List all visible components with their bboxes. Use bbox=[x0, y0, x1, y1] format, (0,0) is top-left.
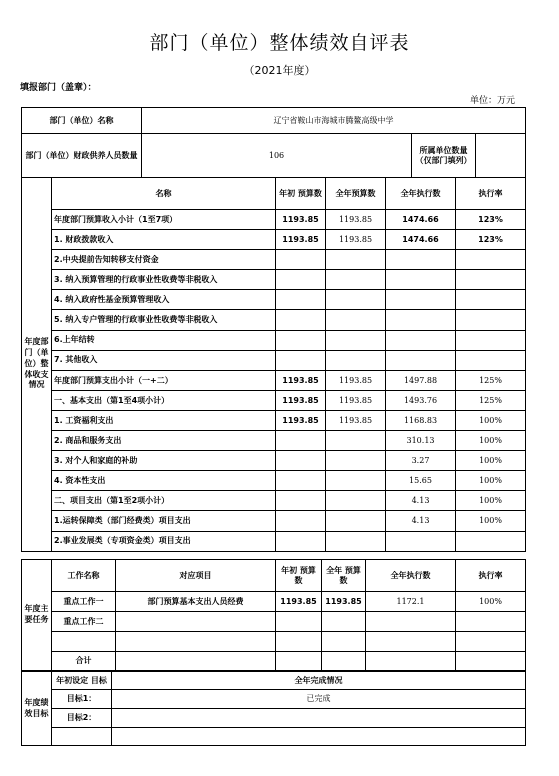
budget-row bbox=[22, 250, 526, 270]
budget-exec bbox=[386, 290, 456, 310]
goal-label bbox=[52, 728, 112, 746]
budget-annual: 1193.85 bbox=[326, 410, 386, 430]
goals-section-label: 年度绩效目标 bbox=[22, 672, 52, 746]
task-initial: 1193.85 bbox=[276, 592, 322, 612]
goal-label: 目标2： bbox=[52, 709, 112, 728]
budget-exec: 310.13 bbox=[386, 431, 456, 451]
task-name: 重点工作一 bbox=[52, 592, 116, 612]
budget-table bbox=[21, 177, 526, 552]
budget-initial bbox=[276, 491, 326, 511]
budget-initial: 1193.85 bbox=[276, 410, 326, 430]
budget-initial bbox=[276, 531, 326, 551]
budget-annual: 1193.85 bbox=[326, 370, 386, 390]
budget-annual bbox=[326, 431, 386, 451]
task-header-initial: 年初 预算数 bbox=[276, 560, 322, 592]
budget-rate: 125% bbox=[456, 390, 526, 410]
task-initial bbox=[276, 632, 322, 652]
budget-row bbox=[22, 511, 526, 531]
goal-done bbox=[112, 709, 526, 728]
budget-exec: 1474.66 bbox=[386, 230, 456, 250]
budget-rate: 123% bbox=[456, 230, 526, 250]
budget-item-name: 7. 其他收入 bbox=[52, 350, 276, 370]
budget-initial: 1193.85 bbox=[276, 210, 326, 230]
budget-initial bbox=[276, 511, 326, 531]
task-rate bbox=[456, 652, 526, 671]
col-header-rate: 执行率 bbox=[456, 178, 526, 210]
task-rate bbox=[456, 632, 526, 652]
budget-exec bbox=[386, 270, 456, 290]
budget-item-name: 2.事业发展类（专项资金类）项目支出 bbox=[52, 531, 276, 551]
unit-name-label: 部门（单位）名称 bbox=[22, 108, 142, 134]
sub-units-label: 所属单位数量（仅部门填列） bbox=[412, 134, 476, 178]
goal-row bbox=[22, 728, 526, 746]
info-table bbox=[21, 107, 526, 178]
budget-exec: 4.13 bbox=[386, 511, 456, 531]
task-project bbox=[116, 612, 276, 632]
budget-rate: 100% bbox=[456, 491, 526, 511]
task-project bbox=[116, 652, 276, 671]
budget-item-name: 一、基本支出（第1至4项小计） bbox=[52, 390, 276, 410]
goal-done bbox=[112, 728, 526, 746]
budget-item-name: 3. 对个人和家庭的补助 bbox=[52, 451, 276, 471]
budget-annual bbox=[326, 531, 386, 551]
task-project bbox=[116, 632, 276, 652]
task-header-name: 工作名称 bbox=[52, 560, 116, 592]
task-exec bbox=[366, 632, 456, 652]
task-project: 部门预算基本支出人员经费 bbox=[116, 592, 276, 612]
budget-initial: 1193.85 bbox=[276, 370, 326, 390]
budget-row bbox=[22, 310, 526, 330]
task-rate bbox=[456, 612, 526, 632]
budget-exec: 1474.66 bbox=[386, 210, 456, 230]
goal-header-target: 年初设定 目标 bbox=[52, 672, 112, 690]
goal-row bbox=[22, 690, 526, 709]
task-header-rate: 执行率 bbox=[456, 560, 526, 592]
budget-rate: 100% bbox=[456, 410, 526, 430]
goal-label: 目标1： bbox=[52, 690, 112, 709]
budget-rate bbox=[456, 330, 526, 350]
budget-initial bbox=[276, 250, 326, 270]
budget-item-name: 3. 纳入预算管理的行政事业性收费等非税收入 bbox=[52, 270, 276, 290]
budget-row bbox=[22, 210, 526, 230]
budget-exec bbox=[386, 330, 456, 350]
goal-done: 已完成 bbox=[112, 690, 526, 709]
budget-item-name: 4. 纳入政府性基金预算管理收入 bbox=[52, 290, 276, 310]
page-title: 部门（单位）整体绩效自评表 bbox=[149, 32, 410, 54]
staff-value: 106 bbox=[142, 134, 412, 178]
budget-item-name: 1. 财政拨款收入 bbox=[52, 230, 276, 250]
budget-annual bbox=[326, 310, 386, 330]
goal-header-done: 全年完成情况 bbox=[112, 672, 526, 690]
budget-rate: 100% bbox=[456, 471, 526, 491]
budget-row bbox=[22, 330, 526, 350]
budget-section-label: 年度部门（单位）整体收支情况 bbox=[22, 178, 52, 552]
budget-row bbox=[22, 290, 526, 310]
budget-exec bbox=[386, 531, 456, 551]
budget-rate bbox=[456, 310, 526, 330]
budget-annual bbox=[326, 491, 386, 511]
budget-row bbox=[22, 370, 526, 390]
budget-annual bbox=[326, 330, 386, 350]
task-name bbox=[52, 632, 116, 652]
tasks-section-label: 年度主要任务 bbox=[22, 560, 52, 671]
budget-row bbox=[22, 431, 526, 451]
budget-initial bbox=[276, 471, 326, 491]
budget-item-name: 年度部门预算支出小计（一+二） bbox=[52, 370, 276, 390]
budget-item-name: 年度部门预算收入小计（1至7项） bbox=[52, 210, 276, 230]
task-exec: 1172.1 bbox=[366, 592, 456, 612]
goal-row bbox=[22, 709, 526, 728]
sub-units-value bbox=[476, 134, 526, 178]
budget-initial bbox=[276, 451, 326, 471]
budget-item-name: 6.上年结转 bbox=[52, 330, 276, 350]
budget-exec: 4.13 bbox=[386, 491, 456, 511]
goals-table bbox=[21, 671, 526, 746]
filler-label: 填报部门（盖章）： bbox=[20, 83, 97, 93]
budget-item-name: 2. 商品和服务支出 bbox=[52, 431, 276, 451]
budget-exec bbox=[386, 350, 456, 370]
budget-item-name: 1. 工资福利支出 bbox=[52, 410, 276, 430]
tasks-table bbox=[21, 559, 526, 671]
budget-initial bbox=[276, 270, 326, 290]
budget-item-name: 2.中央提前告知转移支付资金 bbox=[52, 250, 276, 270]
budget-annual bbox=[326, 270, 386, 290]
budget-exec: 15.65 bbox=[386, 471, 456, 491]
budget-row bbox=[22, 230, 526, 250]
col-header-annual: 全年预算数 bbox=[326, 178, 386, 210]
budget-rate: 100% bbox=[456, 511, 526, 531]
budget-rate bbox=[456, 350, 526, 370]
task-annual: 1193.85 bbox=[322, 592, 366, 612]
budget-initial bbox=[276, 290, 326, 310]
budget-annual bbox=[326, 511, 386, 531]
staff-label: 部门（单位）财政供养人员数量 bbox=[22, 134, 142, 178]
budget-rate: 125% bbox=[456, 370, 526, 390]
budget-initial bbox=[276, 310, 326, 330]
task-row bbox=[22, 652, 526, 671]
budget-exec: 1497.88 bbox=[386, 370, 456, 390]
task-row bbox=[22, 592, 526, 612]
budget-initial bbox=[276, 431, 326, 451]
task-annual bbox=[322, 632, 366, 652]
budget-initial bbox=[276, 330, 326, 350]
budget-annual: 1193.85 bbox=[326, 390, 386, 410]
budget-row bbox=[22, 410, 526, 430]
budget-initial: 1193.85 bbox=[276, 390, 326, 410]
budget-row bbox=[22, 531, 526, 551]
task-header-exec: 全年执行数 bbox=[366, 560, 456, 592]
budget-rate bbox=[456, 250, 526, 270]
budget-exec: 1168.83 bbox=[386, 410, 456, 430]
budget-exec bbox=[386, 310, 456, 330]
budget-rate bbox=[456, 531, 526, 551]
task-header-annual: 全年 预算数 bbox=[322, 560, 366, 592]
unit-label: 单位：万元 bbox=[470, 96, 516, 106]
budget-rate: 100% bbox=[456, 431, 526, 451]
budget-initial: 1193.85 bbox=[276, 230, 326, 250]
col-header-initial: 年初 预算数 bbox=[276, 178, 326, 210]
budget-annual bbox=[326, 471, 386, 491]
budget-item-name: 4. 资本性支出 bbox=[52, 471, 276, 491]
budget-rate: 100% bbox=[456, 451, 526, 471]
task-row bbox=[22, 612, 526, 632]
budget-row bbox=[22, 471, 526, 491]
budget-exec bbox=[386, 250, 456, 270]
task-header-project: 对应项目 bbox=[116, 560, 276, 592]
task-rate: 100% bbox=[456, 592, 526, 612]
budget-annual: 1193.85 bbox=[326, 230, 386, 250]
task-annual bbox=[322, 652, 366, 671]
task-exec bbox=[366, 612, 456, 632]
budget-item-name: 二、项目支出（第1至2项小计） bbox=[52, 491, 276, 511]
budget-annual bbox=[326, 350, 386, 370]
budget-item-name: 1.运转保障类（部门经费类）项目支出 bbox=[52, 511, 276, 531]
task-annual bbox=[322, 612, 366, 632]
task-name: 合计 bbox=[52, 652, 116, 671]
budget-annual bbox=[326, 451, 386, 471]
budget-item-name: 5. 纳入专户管理的行政事业性收费等非税收入 bbox=[52, 310, 276, 330]
budget-annual bbox=[326, 290, 386, 310]
budget-exec: 1493.76 bbox=[386, 390, 456, 410]
col-header-exec: 全年执行数 bbox=[386, 178, 456, 210]
budget-rate: 123% bbox=[456, 210, 526, 230]
budget-row bbox=[22, 350, 526, 370]
budget-annual: 1193.85 bbox=[326, 210, 386, 230]
budget-row bbox=[22, 491, 526, 511]
budget-row bbox=[22, 451, 526, 471]
col-header-name: 名称 bbox=[52, 178, 276, 210]
budget-annual bbox=[326, 250, 386, 270]
budget-initial bbox=[276, 350, 326, 370]
budget-rate bbox=[456, 290, 526, 310]
task-exec bbox=[366, 652, 456, 671]
budget-row bbox=[22, 270, 526, 290]
budget-row bbox=[22, 390, 526, 410]
budget-exec: 3.27 bbox=[386, 451, 456, 471]
task-initial bbox=[276, 612, 322, 632]
task-initial bbox=[276, 652, 322, 671]
task-row bbox=[22, 632, 526, 652]
unit-name-value: 辽宁省鞍山市海城市腾鳌高级中学 bbox=[142, 108, 526, 134]
task-name: 重点工作二 bbox=[52, 612, 116, 632]
report-year: （2021年度） bbox=[243, 64, 316, 77]
budget-rate bbox=[456, 270, 526, 290]
